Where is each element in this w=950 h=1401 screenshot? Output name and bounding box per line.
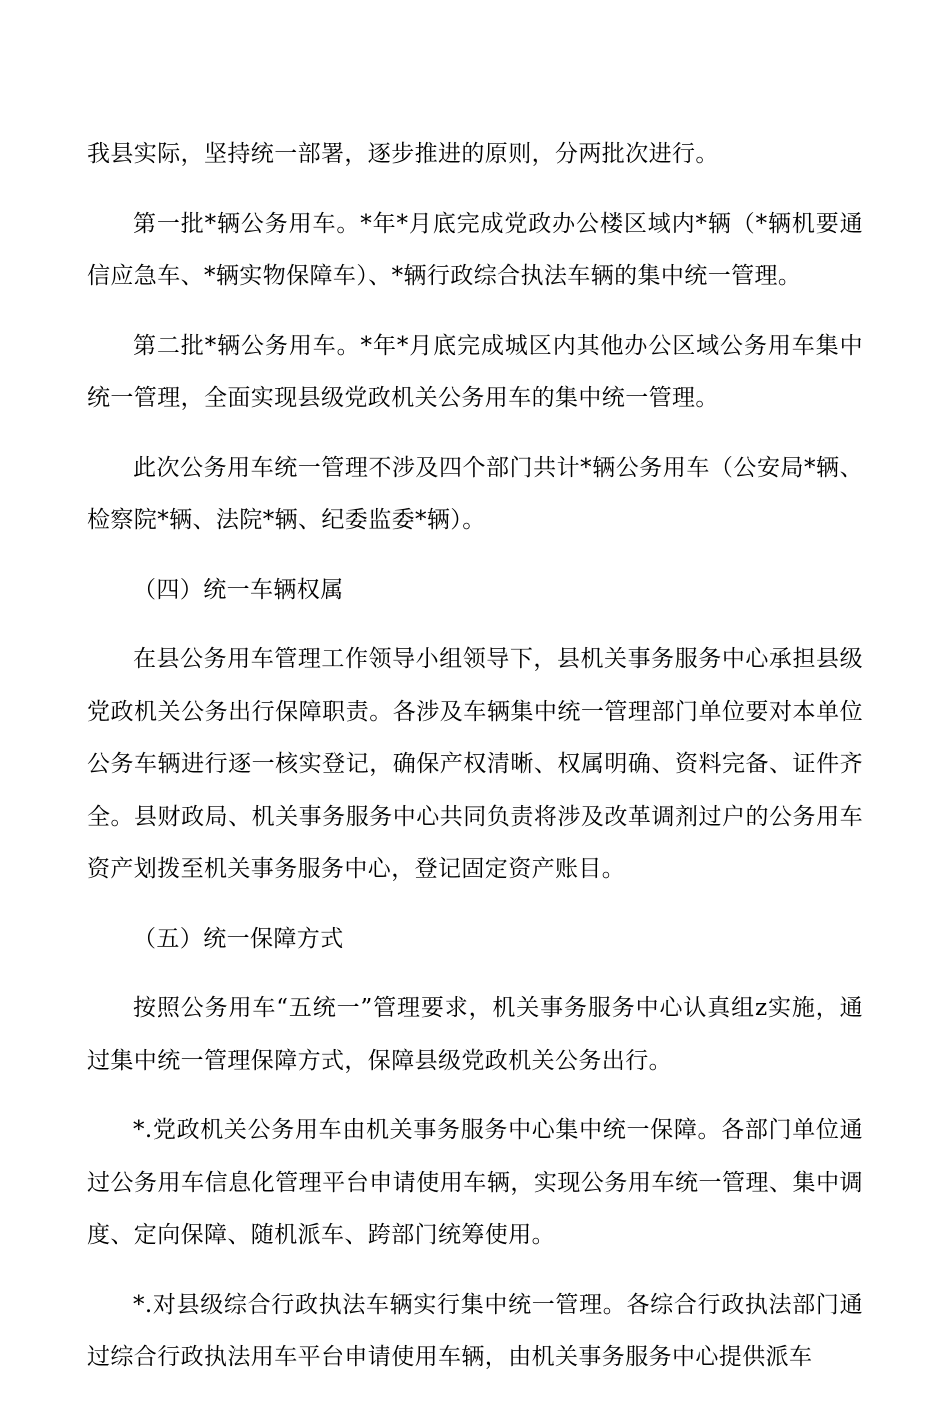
paragraph-exclusions: 此次公务用车统一管理不涉及四个部门共计*辆公务用车（公安局*辆、检察院*辆、法院*辆、纪委监委*辆）。 (87, 454, 863, 533)
document-body (87, 128, 863, 1401)
section-heading-support-mode: （五）统一保障方式 (133, 925, 344, 952)
paragraph-ownership: 在县公务用车管理工作领导小组领导下，县机关事务服务中心承担县级党政机关公务出行保障职责。各涉及车辆集中统一管理部门单位要对本单位公务车辆进行逐一核实登记，确保产权清晰、权属明确、资料完备、证件齐全。县财政局、机关事务服务中心共同负责将涉及改革调剂过户的公务用车资产划拨至机关事务服务中心，登记固定资产账目。 (87, 646, 863, 882)
paragraph-item-2: *.对县级综合行政执法车辆实行集中统一管理。各综合行政执法部门通过综合行政执法用车平台申请使用车辆，由机关事务服务中心提供派车 (87, 1291, 863, 1370)
paragraph-second-batch: 第二批*辆公务用车。*年*月底完成城区内其他办公区域公务用车集中统一管理，全面实现县级党政机关公务用车的集中统一管理。 (87, 332, 863, 411)
paragraph-item-1: *.党政机关公务用车由机关事务服务中心集中统一保障。各部门单位通过公务用车信息化管理平台申请使用车辆，实现公务用车统一管理、集中调度、定向保障、随机派车、跨部门统筹使用。 (87, 1117, 863, 1248)
paragraph-continuation: 我县实际，坚持统一部署，逐步推进的原则，分两批次进行。 (87, 141, 719, 167)
section-heading-ownership: （四）统一车辆权属 (133, 576, 344, 603)
paragraph-first-batch: 第一批*辆公务用车。*年*月底完成党政办公楼区域内*辆（*辆机要通信应急车、*辆实物保障车）、*辆行政综合执法车辆的集中统一管理。 (87, 210, 863, 289)
paragraph-support-mode: 按照公务用车“五统一”管理要求，机关事务服务中心认真组z实施，通过集中统一管理保障方式，保障县级党政机关公务出行。 (87, 995, 863, 1074)
